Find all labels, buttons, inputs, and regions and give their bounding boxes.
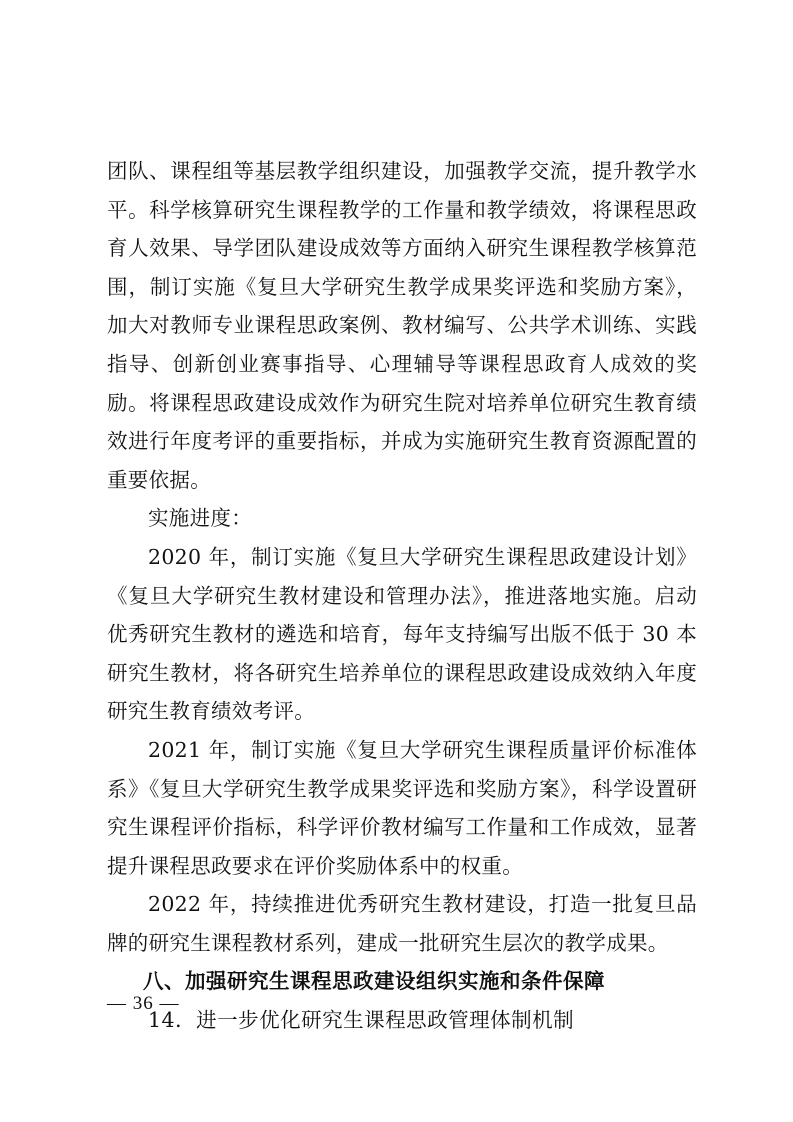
document-body [107,152,697,1040]
progress-2020-paragraph: 2020 年，制订实施《复旦大学研究生课程思政建设计划》《复旦大学研究生教材建设和管理办法》，推进落地实施。启动优秀研究生教材的遴选和培育，每年支持编写出版不低于 30 本研究生教材，将各研究生培养单位的课程思政建设成效纳入年度研究生教育绩效考评。 [107,544,697,724]
section-heading: 八、加强研究生课程思政建设组织实施和条件保障 [143,969,605,994]
progress-label: 实施进度： [148,506,252,531]
body-paragraph-continuation: 团队、课程组等基层教学组织建设，加强教学交流，提升教学水平。科学核算研究生课程教学的工作量和教学绩效，将课程思政育人效果、导学团队建设成效等方面纳入研究生课程教学核算范围，制订实施《复旦大学研究生教学成果奖评选和奖励方案》，加大对教师专业课程思政案例、教材编写、公共学术训练、实践指导、创新创业赛事指导、心理辅导等课程思政育人成效的奖励。将课程思政建设成效作为研究生院对培养单位研究生教育绩效进行年度考评的重要指标，并成为实施研究生教育资源配置的重要依据。 [107,159,697,492]
subsection-heading: 14．进一步优化研究生课程思政管理体制机制 [148,1008,575,1033]
page-number: — 36 — [107,993,180,1014]
progress-2022-paragraph: 2022 年，持续推进优秀研究生教材建设，打造一批复旦品牌的研究生课程教材系列，建成一批研究生层次的教学成果。 [107,892,697,955]
progress-2021-paragraph: 2021 年，制订实施《复旦大学研究生课程质量评价标准体系》《复旦大学研究生教学成果奖评选和奖励方案》，科学设置研究生课程评价指标，科学评价教材编写工作量和工作成效，显著提升课程思政要求在评价奖励体系中的权重。 [107,737,697,878]
